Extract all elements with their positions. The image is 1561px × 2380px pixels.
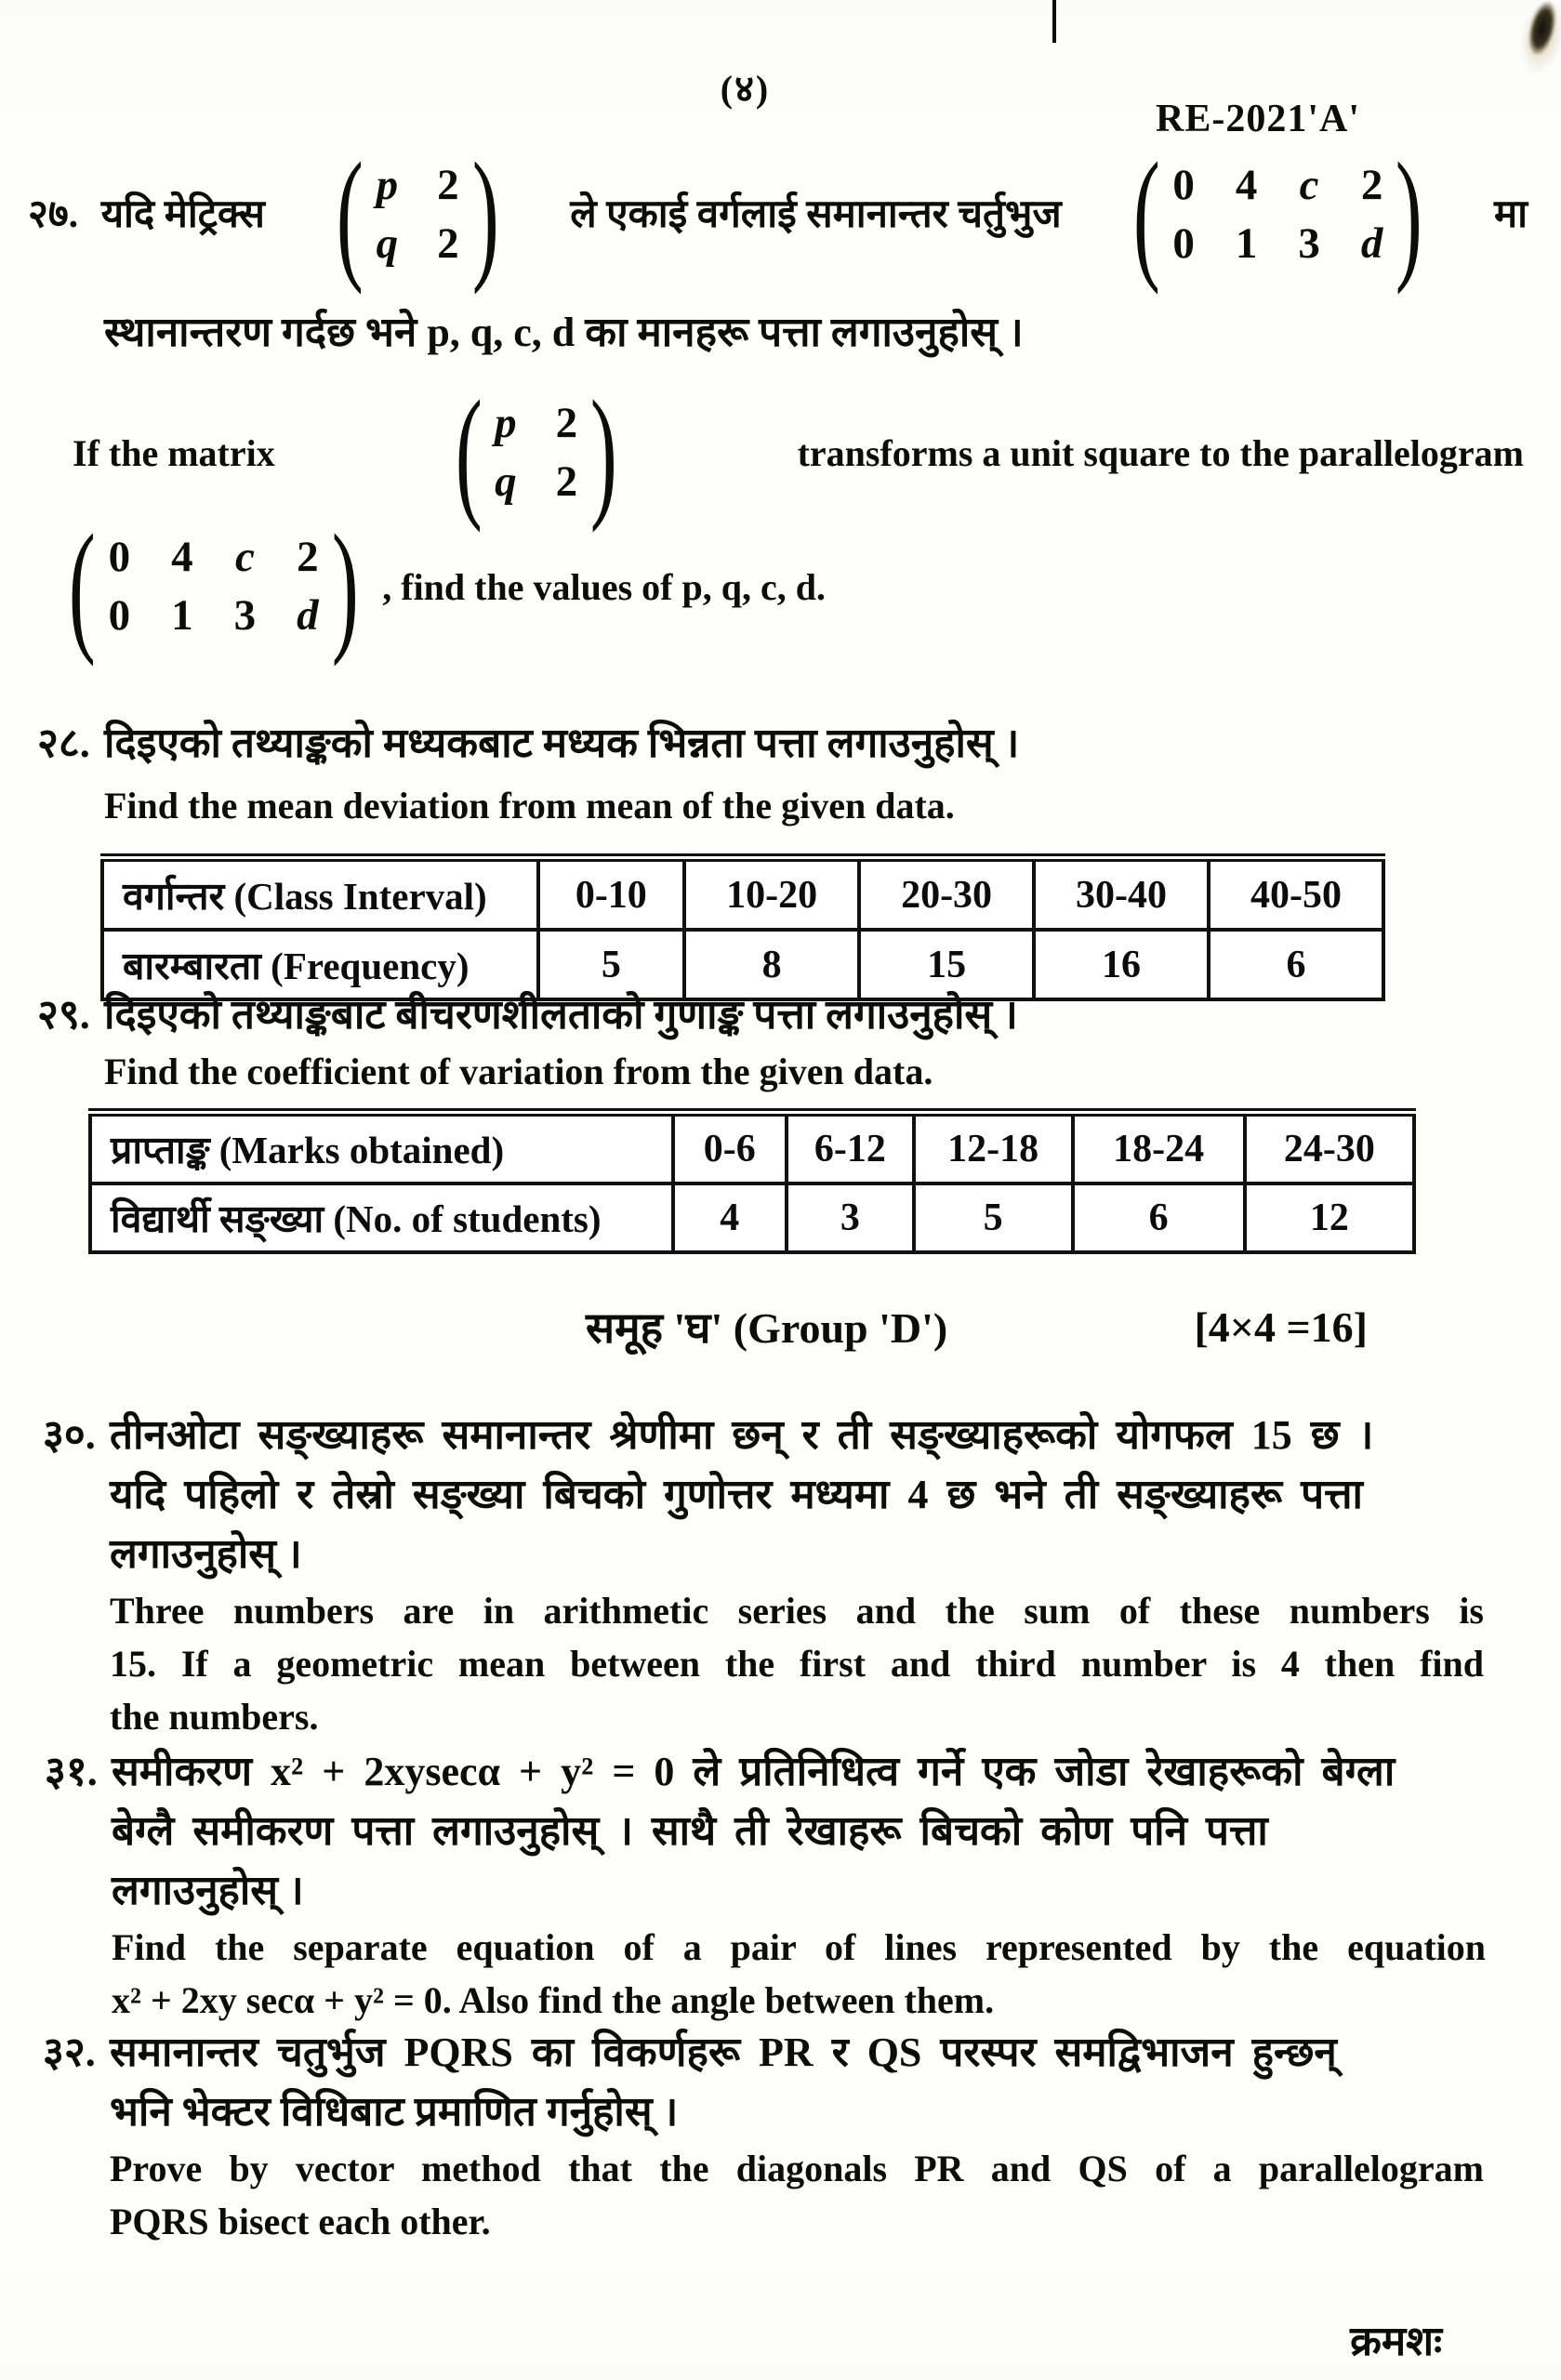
table-cell: 5 [914, 1183, 1073, 1252]
matrix-entry: p [376, 161, 399, 209]
q30-ne-line: यदि पहिलो र तेस्रो सङ्ख्या बिचको गुणोत्तर मध्यमा 4 छ भने ती सङ्ख्याहरू पत्ता [110, 1472, 1363, 1517]
table-cell: बारम्बारता (Frequency) [102, 930, 538, 999]
table-cell: 0-10 [538, 858, 685, 931]
q30-en-line: Three numbers are in arithmetic series and the sum of these numbers is [110, 1590, 1484, 1632]
matrix-entry: 4 [171, 533, 193, 581]
matrix-grid [1172, 161, 1383, 268]
q28-ne-text: दिइएको तथ्याङ्कको मध्यकबाट मध्यक भिन्नता पत्ता लगाउनुहोस् । [104, 721, 1020, 766]
table-cell: 12 [1245, 1183, 1414, 1252]
table-cell: 8 [684, 930, 859, 999]
q27-en-text-b: transforms a unit square to the parallelogram [797, 431, 1524, 474]
matrix-entry: 2 [555, 457, 578, 506]
matrix-entry: 0 [108, 591, 131, 640]
class-interval-table [100, 853, 1385, 1001]
matrix-grid [108, 533, 319, 640]
matrix-entry: p [495, 399, 517, 447]
table-cell: 10-20 [684, 858, 859, 931]
table-cell: 12-18 [914, 1113, 1073, 1184]
matrix-entry: d [1360, 219, 1383, 268]
left-paren-icon: ( [1132, 133, 1160, 296]
q30-en-line: 15. If a geometric mean between the first and third number is 4 then find [110, 1643, 1484, 1685]
question-29-english [37, 1045, 1528, 1098]
page-number: (४) [720, 68, 771, 110]
question-27-en-line-1 [73, 371, 1524, 534]
q32-ne-line: समानान्तर चतुर्भुज PQRS का विकर्णहरू PR र QS परस्पर समद्विभाजन हुन्छन् [110, 2030, 1337, 2075]
matrix-entry: 0 [1172, 161, 1195, 209]
left-paren-icon: ( [336, 133, 364, 296]
q31-en-line: Find the separate equation of a pair of lines represented by the equation [112, 1926, 1486, 1968]
question-number: २८. [37, 721, 90, 766]
matrix-entry: 0 [108, 533, 131, 581]
q27-en-text-a: If the matrix [73, 431, 275, 474]
right-paren-icon: ) [1396, 133, 1423, 296]
matrix-entry: 2 [1360, 161, 1383, 209]
matrix-entry: 1 [171, 591, 193, 640]
q31-en-line: x² + 2xy secα + y² = 0. Also find the angle between them. [112, 1979, 995, 2021]
table-cell: 3 [787, 1183, 914, 1252]
q31-ne-line: बेग्लै समीकरण पत्ता लगाउनुहोस् । साथै ती रेखाहरू बिचको कोण पनि पत्ता [112, 1808, 1268, 1854]
table-cell: 24-30 [1245, 1113, 1414, 1184]
right-paren-icon: ) [589, 371, 617, 534]
matrix-entry: q [495, 457, 517, 506]
matrix-entry: 1 [1235, 219, 1258, 268]
q27-lead [28, 185, 265, 245]
table-cell: 6 [1209, 930, 1383, 999]
matrix-0-4-c-2 [1122, 133, 1434, 296]
question-27-en-line-2 [58, 505, 1528, 668]
table-row [90, 1113, 1414, 1184]
marks-obtained-table [88, 1108, 1416, 1254]
right-paren-icon: ) [331, 505, 359, 668]
question-30 [43, 1406, 1528, 1743]
scan-tick-mark [1052, 0, 1056, 43]
matrix-p-q [444, 371, 628, 534]
table-row [102, 858, 1383, 931]
question-29-nepali [37, 985, 1528, 1045]
table-cell: प्राप्ताङ्क (Marks obtained) [90, 1113, 673, 1184]
q30-en-line: the numbers. [110, 1696, 319, 1738]
matrix-p-q [325, 133, 509, 296]
question-number: ३१. [45, 1749, 98, 1794]
table-cell: 16 [1034, 930, 1209, 999]
group-d-title: समूह 'घ' (Group 'D') [586, 1304, 948, 1352]
matrix-entry: 2 [437, 161, 459, 209]
question-number: २९. [37, 992, 90, 1038]
table-cell: 40-50 [1209, 858, 1383, 931]
table-cell: 15 [859, 930, 1034, 999]
q28-en-text: Find the mean deviation from mean of the given data. [104, 785, 955, 826]
table-cell: 6-12 [787, 1113, 914, 1184]
right-paren-icon: ) [471, 133, 499, 296]
q27-ne-text-b: ले एकाई वर्गलाई समानान्तर चर्तुभुज [570, 193, 1062, 236]
matrix-grid [376, 161, 459, 268]
question-31 [45, 1742, 1528, 2027]
group-d-marks: [4×4 =16] [1194, 1302, 1368, 1351]
q30-ne-line: तीनओटा सङ्ख्याहरू समानान्तर श्रेणीमा छन् र ती सङ्ख्याहरूको योगफल 15 छ । [110, 1412, 1374, 1458]
group-d-heading [28, 1298, 1528, 1355]
matrix-entry: 3 [1298, 219, 1320, 268]
matrix-entry: d [297, 591, 319, 640]
table-cell: 0-6 [673, 1113, 787, 1184]
q32-en-line: PQRS bisect each other. [110, 2201, 491, 2242]
q30-ne-line: लगाउनुहोस् । [110, 1531, 302, 1577]
question-27-line-1 [28, 133, 1528, 296]
matrix-entry: 2 [297, 533, 319, 581]
q32-en-line: Prove by vector method that the diagonals PR and QS of a parallelogram [110, 2148, 1484, 2189]
matrix-entry: 2 [437, 219, 459, 268]
q27-ne-text-c: मा [1493, 193, 1528, 236]
question-number: ३२. [43, 2030, 96, 2075]
question-number: २७. [28, 193, 79, 236]
q31-ne-line: समीकरण x² + 2xysecα + y² = 0 ले प्रतिनिधित्व गर्ने एक जोडा रेखाहरूको बेग्ला [112, 1749, 1396, 1794]
q27-ne-text-2: स्थानान्तरण गर्दछ भने p, q, c, d का मानहरू पत्ता लगाउनुहोस् । [104, 310, 1024, 355]
q29-ne-text: दिइएको तथ्याङ्कबाट बीचरणशीलताको गुणाङ्क पत्ता लगाउनुहोस् । [104, 992, 1018, 1038]
table-row [90, 1183, 1414, 1252]
matrix-0-4-c-2 [58, 505, 369, 668]
matrix-entry: 4 [1235, 161, 1258, 209]
table-cell: विद्यार्थी सङ्ख्या (No. of students) [90, 1183, 673, 1252]
left-paren-icon: ( [455, 371, 483, 534]
matrix-entry: 2 [555, 399, 578, 447]
q27-en-text-2: , find the values of p, q, c, d. [382, 565, 826, 608]
matrix-grid [495, 399, 578, 506]
q27-ne-text-a: यदि मेट्रिक्स [100, 193, 265, 236]
paper-code: RE-2021'A' [1156, 98, 1360, 140]
question-28-english [37, 779, 1528, 832]
question-27-line-2 [28, 303, 1528, 363]
table-cell: 6 [1073, 1183, 1245, 1252]
table-cell: वर्गान्तर (Class Interval) [102, 858, 538, 931]
question-32 [43, 2023, 1528, 2248]
continued-footer: क्रमशः [1350, 2319, 1442, 2364]
table-cell: 30-40 [1034, 858, 1209, 931]
table-cell: 4 [673, 1183, 787, 1252]
table-cell: 5 [538, 930, 685, 999]
matrix-entry: q [376, 219, 399, 268]
q31-ne-line: लगाउनुहोस् । [112, 1868, 304, 1913]
q29-en-text: Find the coefficient of variation from the given data. [104, 1051, 933, 1092]
matrix-entry: c [234, 533, 255, 581]
question-number: ३०. [43, 1412, 96, 1458]
table-cell: 20-30 [859, 858, 1034, 931]
matrix-entry: 0 [1172, 219, 1195, 268]
table-cell: 18-24 [1073, 1113, 1245, 1184]
question-28-nepali [37, 714, 1528, 774]
left-paren-icon: ( [68, 505, 96, 668]
matrix-entry: c [1299, 161, 1319, 209]
q32-ne-line: भनि भेक्टर विधिबाट प्रमाणित गर्नुहोस् । [110, 2089, 679, 2135]
matrix-entry: 3 [233, 591, 257, 640]
